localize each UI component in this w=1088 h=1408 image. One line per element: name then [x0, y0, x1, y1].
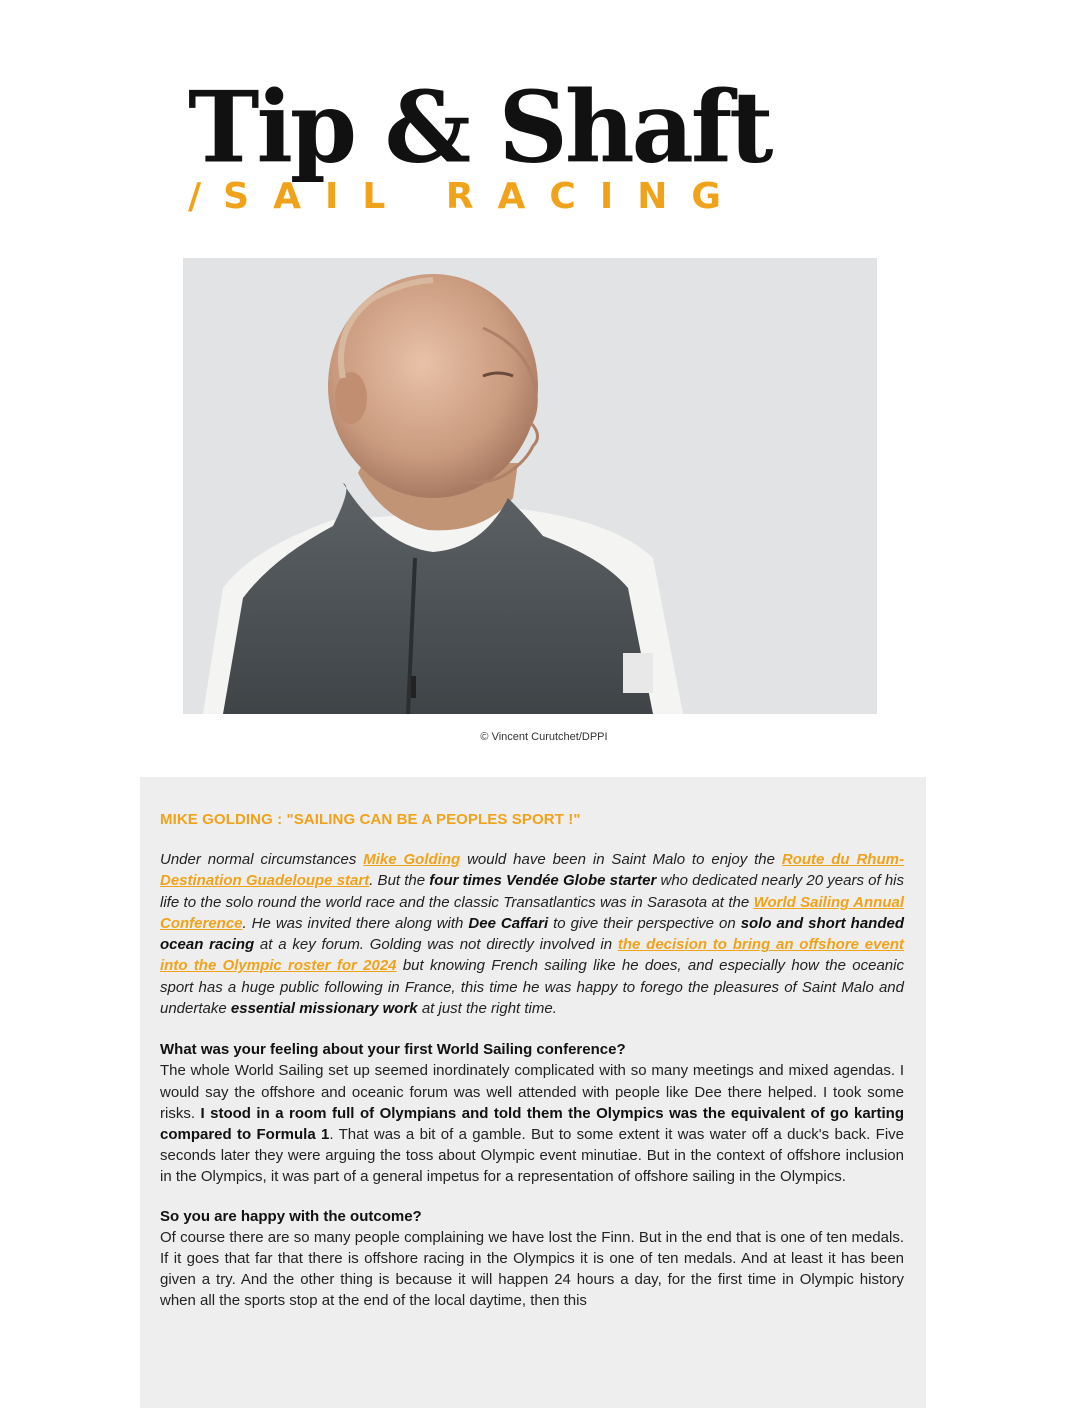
intro-text: to give their perspective on [548, 914, 741, 932]
link-route-du-rhum[interactable]: Route du Rhum-Destination Guadeloupe start [160, 851, 904, 890]
intro-text: at a key forum. Golding was not directly involved in [254, 936, 618, 954]
intro-text: . But the [369, 872, 430, 890]
logo-tagline [188, 176, 884, 218]
link-mike-golding[interactable]: Mike Golding [363, 851, 461, 868]
question-1: What was your feeling about your first World Sailing conference? [160, 1041, 626, 1059]
intro-bold: Dee Caffari [468, 914, 549, 932]
intro-text: would have been in Saint Malo to enjoy the [460, 851, 782, 868]
link-world-sailing-conference[interactable]: World Sailing Annual Conference [160, 893, 904, 932]
intro-bold: essential missionary work [230, 1000, 418, 1018]
question-2: So you are happy with the outcome? [160, 1207, 422, 1225]
logo-wordmark: Tip & Shaft [188, 69, 771, 186]
intro-bold: four times Vendée Globe starter [429, 872, 657, 890]
answer-1 [160, 1060, 904, 1187]
article-body [140, 777, 926, 1408]
answer-text: Of course there are so many people complaining we have lost the Finn. But in the end that is one of ten medals. If it goes that far that there is offshore racing in the Olympics it is one of ten medals. And at least it has been given a try. And the other thing is because it will happen 24 hours a day, for the first time in Olympic history when all the sports stop at the end of the local daytime, then this [160, 1228, 904, 1310]
answer-text: . That was a bit of a gamble. But to some extent it was water off a duck's back. Five seconds later they were arguing the toss about Olympic event minutiae. But in the context of offshore inclusion in the Olympics, it was part of a general impetus for a representation of offshore sailing in the Olympics. [160, 1125, 904, 1186]
intro-text: who dedicated nearly 20 years of his life to the solo round the world race and the classic Transatlantics was in Sarasota at the [160, 872, 904, 911]
intro-text: but knowing French sailing like he does, and especially how the oceanic sport has a huge public following in France, this time he was happy to forego the pleasures of Saint Malo and undertake [160, 957, 904, 1018]
link-olympic-decision[interactable]: the decision to bring an offshore event into the Olympic roster for 2024 [160, 936, 904, 975]
logo-tagline-text: SAIL RACING [223, 176, 745, 217]
intro-text: at just the right time. [417, 1000, 557, 1018]
answer-text: The whole World Sailing set up seemed inordinately complicated with so many meetings and mixed agendas. I would say the offshore and oceanic forum was well attended with people like Dee there helped. I took some risks. [160, 1062, 904, 1122]
photo-caption: © Vincent Curutchet/DPPI [480, 731, 608, 743]
intro-bold: solo and short handed ocean racing [160, 914, 904, 954]
answer-bold: I stood in a room full of Olympians and told them the Olympics was the equivalent of go karting compared to Formula 1 [160, 1104, 904, 1143]
portrait-illustration [183, 258, 877, 714]
answer-2 [160, 1227, 904, 1312]
logo-slash: / [188, 176, 202, 217]
intro-text: Under normal circumstances [160, 851, 364, 868]
intro-text: . He was invited there along with [242, 914, 469, 932]
article-intro [160, 849, 904, 1019]
article-headline: MIKE GOLDING : "SAILING CAN BE A PEOPLES SPORT !" [160, 811, 581, 828]
masthead-logo [188, 69, 884, 218]
portrait-photo [183, 258, 877, 714]
